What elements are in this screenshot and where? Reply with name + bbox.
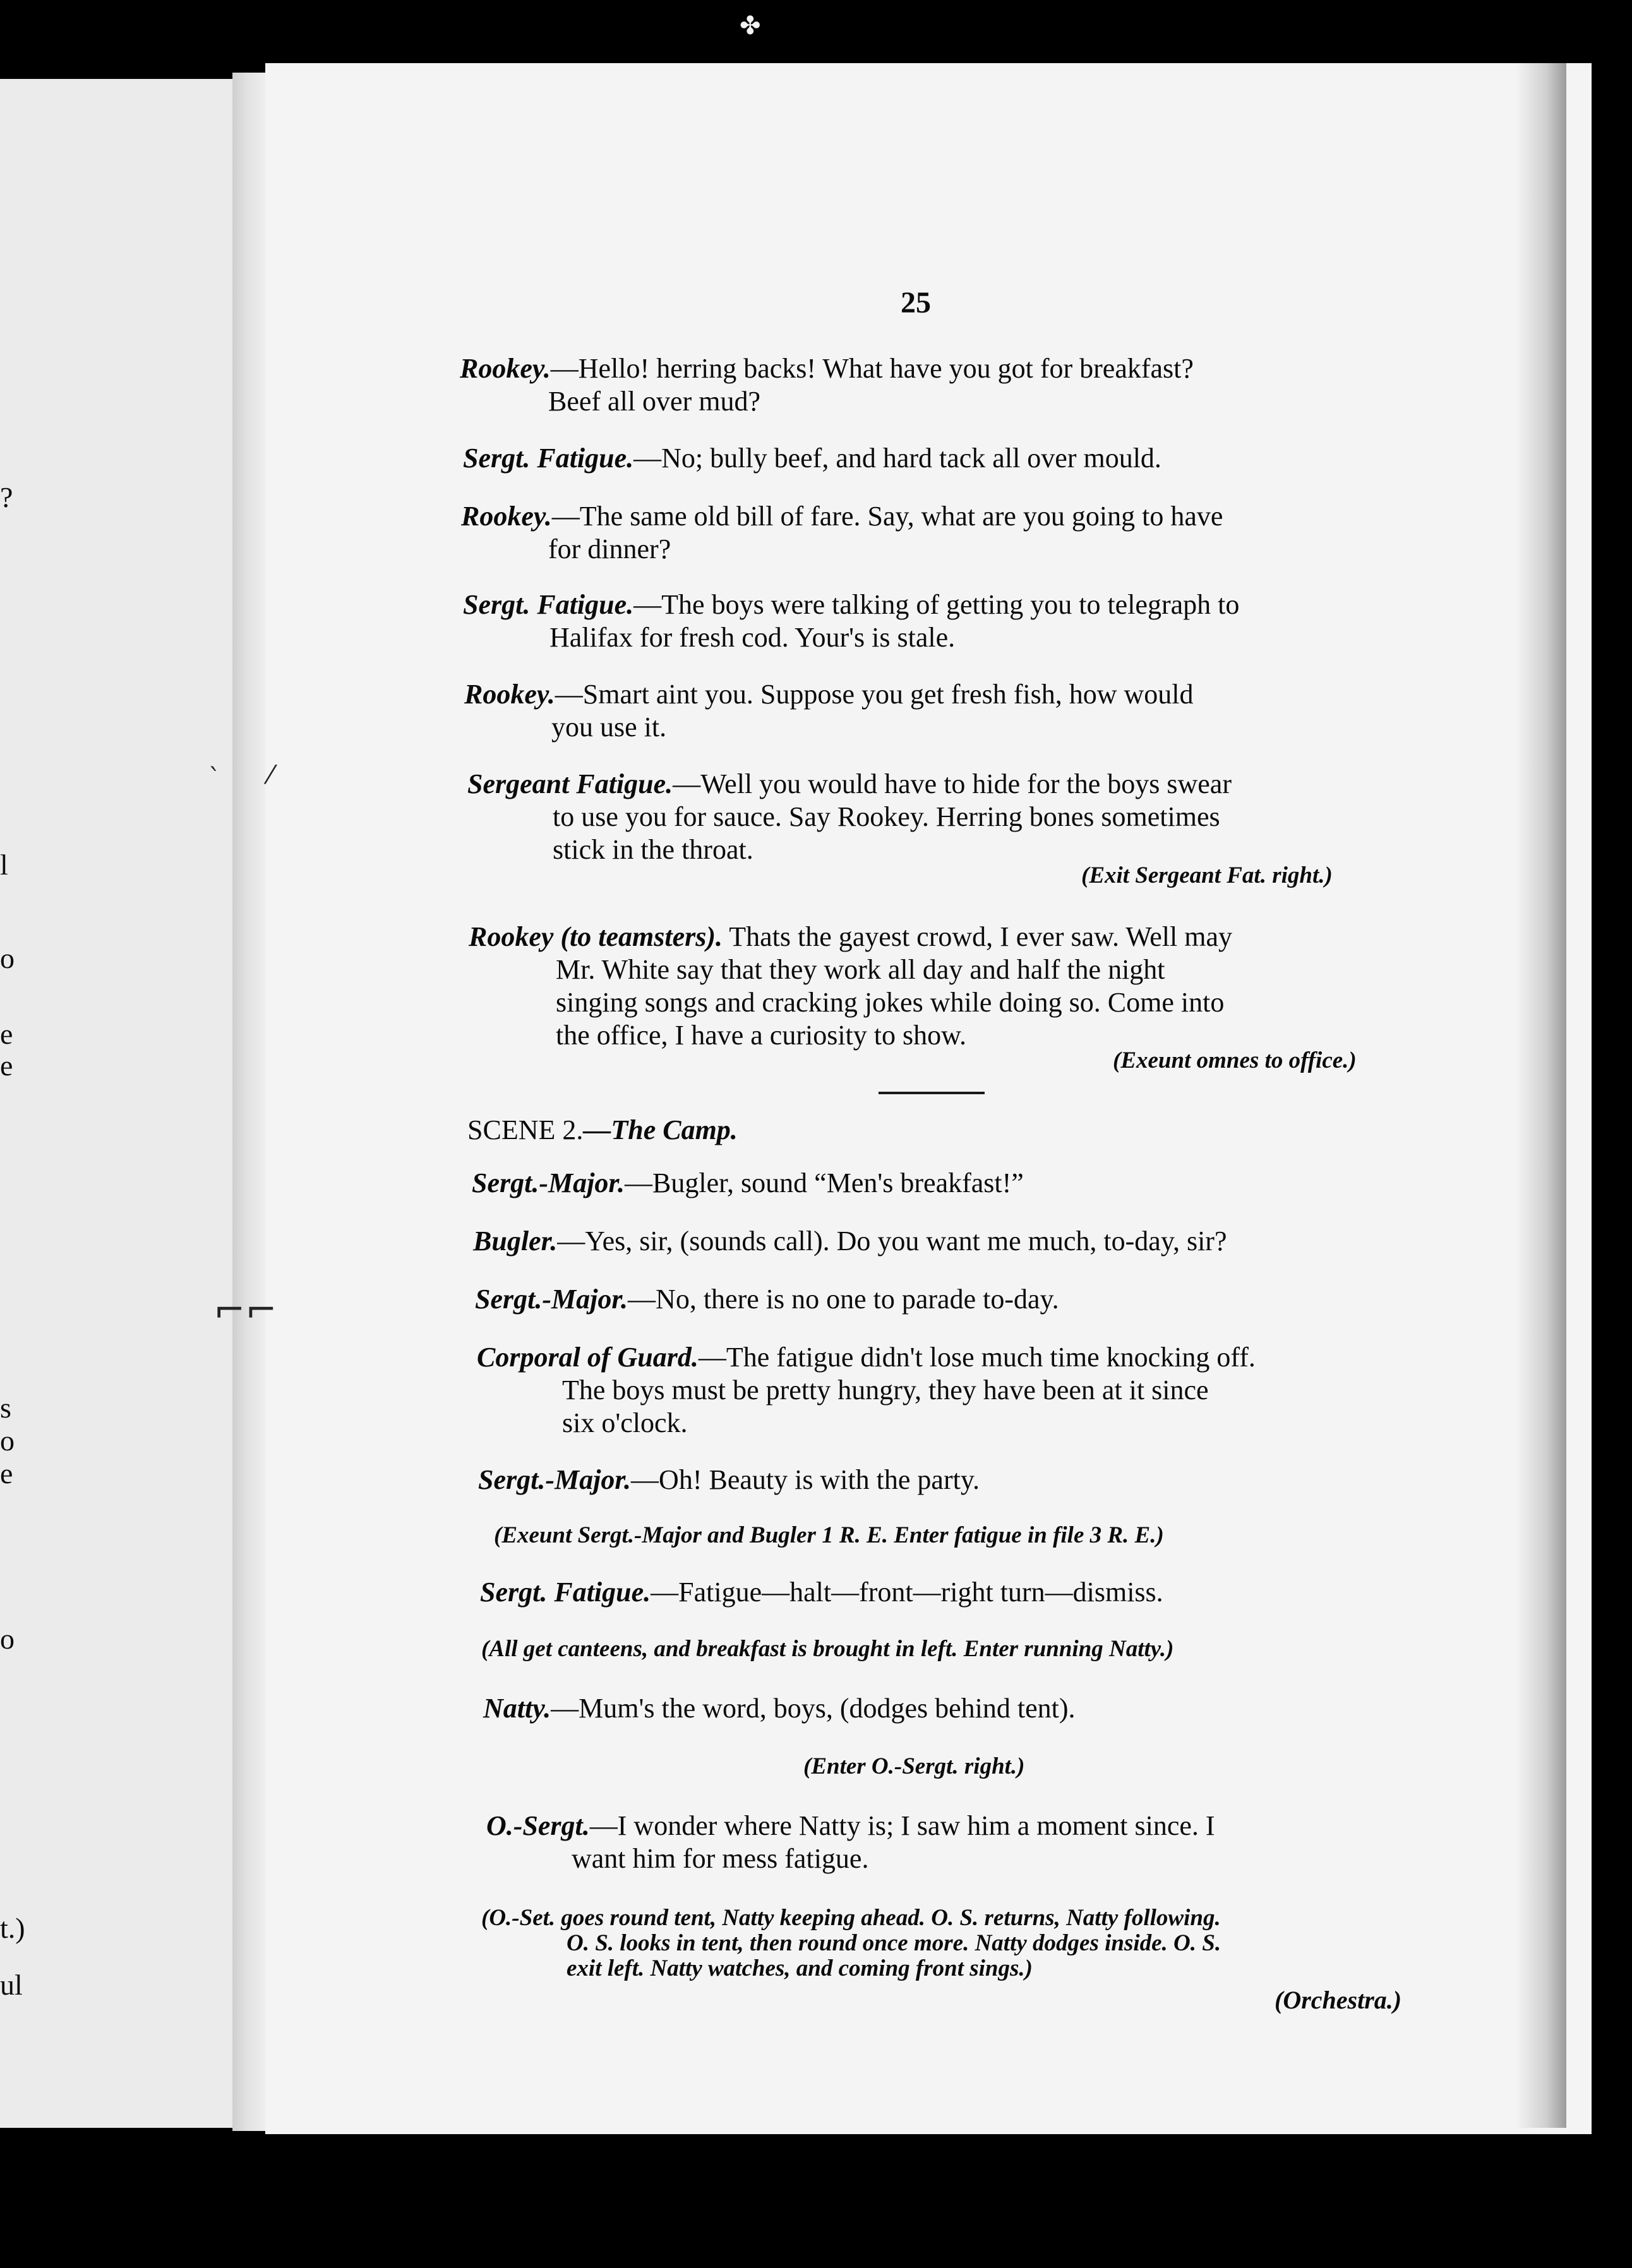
dialogue-line: Mr. White say that they work all day and half the night <box>556 954 1165 985</box>
dialogue-line: to use you for sauce. Say Rookey. Herring bones sometimes <box>553 801 1220 832</box>
direction-line: (O.-Set. goes round tent, Natty keeping ahead. O. S. returns, Natty following. <box>481 1905 1221 1931</box>
dialogue-line: —I wonder where Natty is; I saw him a moment since. I <box>589 1810 1215 1841</box>
speaker-name: Sergt. Fatigue. <box>480 1577 651 1608</box>
dialogue-line: —No; bully beef, and hard tack all over mould. <box>633 443 1161 474</box>
section-divider <box>879 1092 985 1094</box>
dialogue-line: —Fatigue—halt—front—right turn—dismiss. <box>651 1577 1163 1608</box>
dialogue-line: for dinner? <box>548 534 671 564</box>
speaker-name: Natty. <box>483 1693 551 1724</box>
scene-number: SCENE 2. <box>467 1114 584 1145</box>
print-mark: ⁄ <box>268 761 273 790</box>
left-margin-fragment: o <box>0 942 15 974</box>
dialogue-line: —Hello! herring backs! What have you got for breakfast? <box>550 353 1194 384</box>
page-number: 25 <box>901 286 931 319</box>
speaker-name: Rookey. <box>464 679 555 710</box>
stage-direction: (Exit Sergeant Fat. right.) <box>1081 862 1333 888</box>
left-margin-fragment: ? <box>0 481 13 513</box>
speaker-name: Rookey. <box>460 353 551 384</box>
left-margin-fragment: s <box>0 1392 11 1424</box>
dialogue-line: —Smart aint you. Suppose you get fresh fish, how would <box>555 679 1194 710</box>
direction-line: exit left. Natty watches, and coming front sings.) <box>567 1955 1033 1981</box>
dialogue-line: stick in the throat. <box>553 834 753 865</box>
speaker-name: Sergeant Fatigue. <box>467 768 673 799</box>
stage-direction: (Exeunt Sergt.-Major and Bugler 1 R. E. Enter fatigue in file 3 R. E.) <box>494 1522 1164 1548</box>
speaker-name: O.-Sergt. <box>486 1810 590 1841</box>
page-edge-shadow <box>1516 63 1566 2128</box>
dialogue-line: Thats the gayest crowd, I ever saw. Well may <box>723 921 1232 952</box>
left-margin-fragment: l <box>0 849 8 881</box>
direction-line: O. S. looks in tent, then round once more. Natty dodges inside. O. S. <box>567 1930 1221 1956</box>
stage-direction: (Exeunt omnes to office.) <box>1113 1047 1357 1073</box>
speaker-name: Bugler. <box>473 1226 558 1256</box>
book-gutter <box>232 73 270 2131</box>
speaker-name: Rookey. <box>461 501 552 532</box>
print-mark: ⌐⌐ <box>213 1288 277 1332</box>
speaker-name: Sergt.-Major. <box>478 1464 632 1495</box>
left-page <box>0 79 232 2128</box>
dialogue-line: —No, there is no one to parade to-day. <box>628 1284 1059 1315</box>
dialogue-line: The boys must be pretty hungry, they have been at it since <box>562 1375 1209 1406</box>
speaker-name: Sergt.-Major. <box>475 1284 628 1315</box>
dialogue-line: want him for mess fatigue. <box>572 1843 869 1874</box>
dialogue-line: you use it. <box>551 712 667 743</box>
scene-title: —The Camp. <box>583 1114 738 1145</box>
dialogue-line: —Mum's the word, boys, (dodges behind tent). <box>551 1693 1076 1724</box>
dialogue-line: —Yes, sir, (sounds call). Do you want me much, to-day, sir? <box>557 1226 1227 1256</box>
left-margin-fragment: ul <box>0 1969 23 2001</box>
dialogue-line: —Well you would have to hide for the boys swear <box>673 768 1232 799</box>
scene-heading <box>467 1114 738 1146</box>
dialogue-line: —The boys were talking of getting you to telegraph to <box>633 589 1240 620</box>
left-margin-fragment: e <box>0 1018 13 1050</box>
speaker-name: Sergt. Fatigue. <box>463 443 634 474</box>
speaker-name: Corporal of Guard. <box>477 1342 699 1373</box>
print-mark: ˋ <box>208 764 221 793</box>
dialogue-line: Beef all over mud? <box>548 386 760 417</box>
left-margin-fragment: e <box>0 1457 13 1489</box>
dialogue-line: —The same old bill of fare. Say, what are you going to have <box>551 501 1223 532</box>
dialogue-line: —Oh! Beauty is with the party. <box>631 1464 980 1495</box>
dialogue-line: the office, I have a curiosity to show. <box>556 1020 967 1051</box>
dialogue-line: —The fatigue didn't lose much time knocking off. <box>698 1342 1256 1373</box>
left-margin-fragment: t.) <box>0 1912 25 1944</box>
dialogue-line: —Bugler, sound “Men's breakfast!” <box>625 1167 1024 1198</box>
dialogue-line: six o'clock. <box>562 1407 688 1438</box>
left-margin-fragment: e <box>0 1049 13 1082</box>
speaker-name: Sergt.-Major. <box>472 1167 625 1198</box>
speaker-name: Sergt. Fatigue. <box>463 589 634 620</box>
print-mark: ✤ <box>740 11 761 40</box>
stage-direction: (Enter O.-Sergt. right.) <box>803 1753 1025 1779</box>
stage-direction: (All get canteens, and breakfast is brought in left. Enter running Natty.) <box>481 1636 1174 1662</box>
left-margin-fragment: o <box>0 1623 15 1655</box>
left-margin-fragment: o <box>0 1424 15 1457</box>
speaker-name: Rookey (to teamsters). <box>469 921 723 952</box>
stage-direction: (Orchestra.) <box>1275 1986 1402 2014</box>
dialogue-line: Halifax for fresh cod. Your's is stale. <box>549 622 956 653</box>
dialogue-line: singing songs and cracking jokes while doing so. Come into <box>556 987 1225 1018</box>
